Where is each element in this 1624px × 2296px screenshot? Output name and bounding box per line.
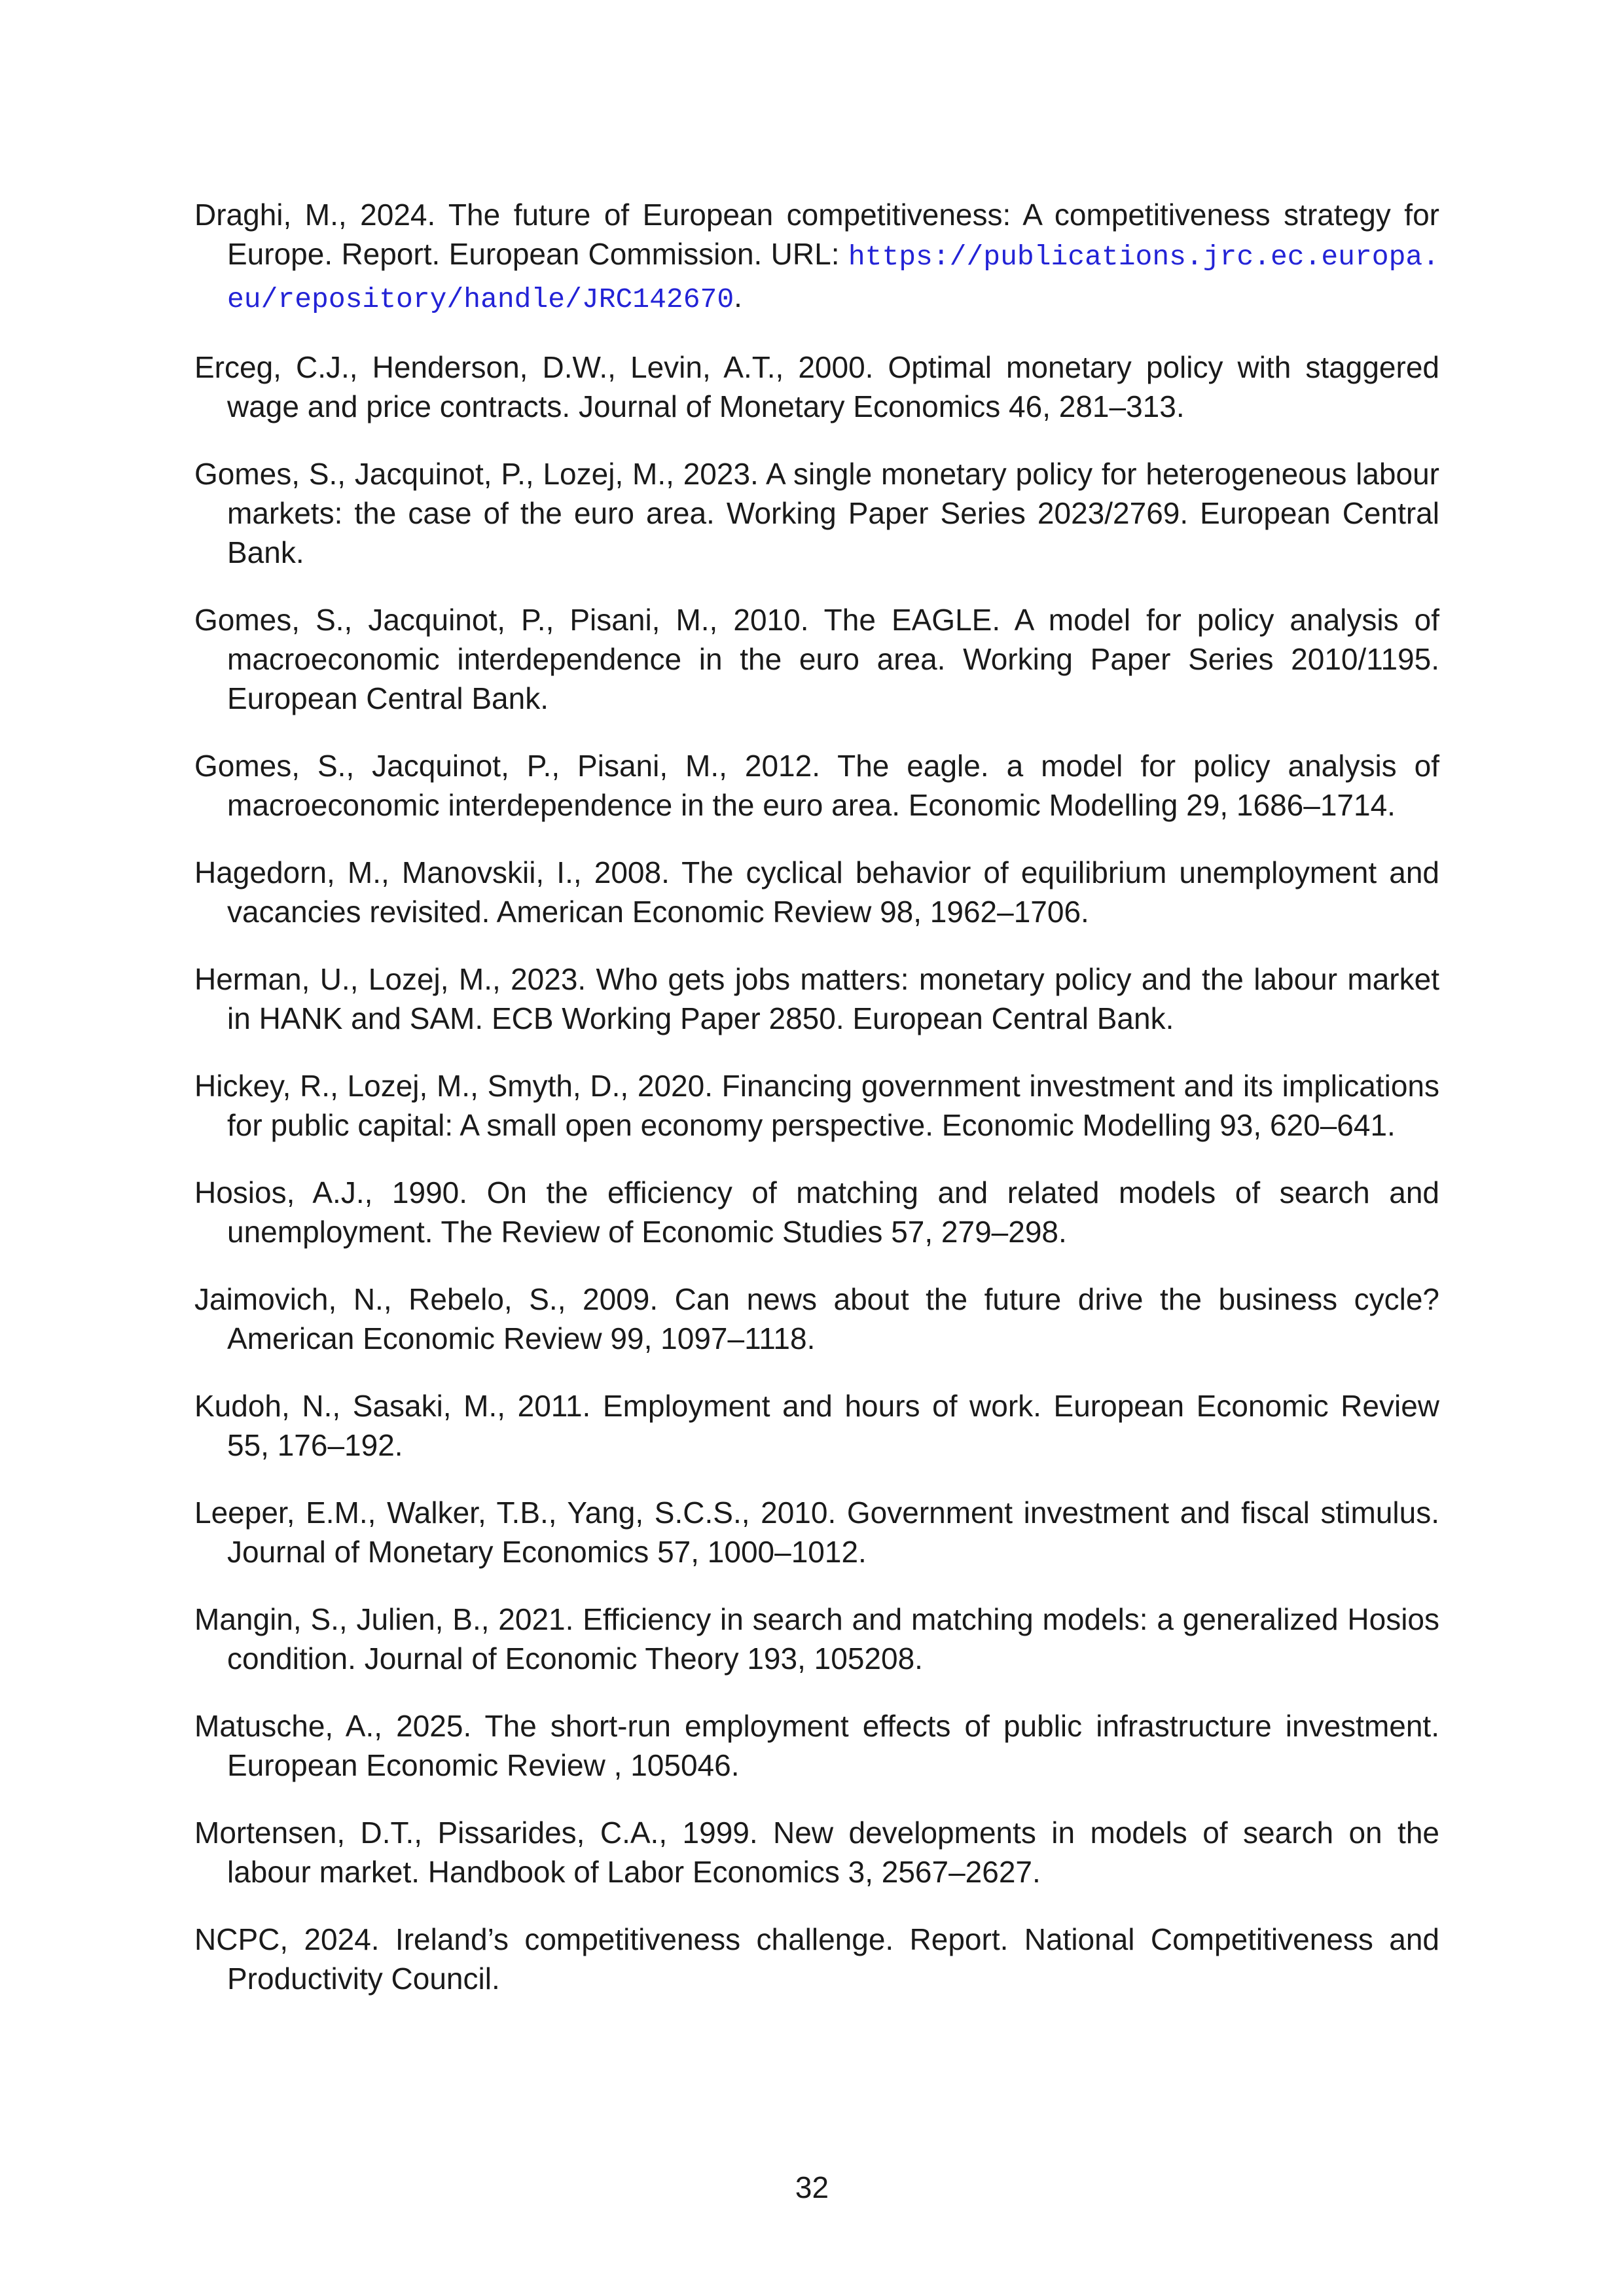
reference-entry: Matusche, A., 2025. The short-run employment effects of public infrastructure investment. European Economic Review , 105046.: [194, 1709, 1439, 1782]
reference-entry: Gomes, S., Jacquinot, P., Pisani, M., 2010. The EAGLE. A model for policy analysis of macroeconomic interdependence in the euro area. Working Paper Series 2010/1195. European Central Bank.: [194, 603, 1439, 715]
reference-entry: NCPC, 2024. Ireland’s competitiveness challenge. Report. National Competitiveness and Productivity Council.: [194, 1922, 1439, 1996]
reference-list: [194, 195, 1439, 2026]
reference-entry: Kudoh, N., Sasaki, M., 2011. Employment and hours of work. European Economic Review 55, 176–192.: [194, 1389, 1439, 1462]
reference-entry: [194, 195, 1439, 319]
reference-text-end: .: [734, 279, 742, 314]
reference-entry: Hickey, R., Lozej, M., Smyth, D., 2020. Financing government investment and its implications for public capital: A small open economy perspective. Economic Modelling 93, 620–641.: [194, 1069, 1439, 1142]
reference-entry: Jaimovich, N., Rebelo, S., 2009. Can news about the future drive the business cycle? American Economic Review 99, 1097–1118.: [194, 1282, 1439, 1355]
reference-entry: Hosios, A.J., 1990. On the efficiency of matching and related models of search and unemployment. The Review of Economic Studies 57, 279–298.: [194, 1175, 1439, 1249]
page-number: 32: [795, 2170, 829, 2204]
reference-entry: Erceg, C.J., Henderson, D.W., Levin, A.T., 2000. Optimal monetary policy with staggered wage and price contracts. Journal of Monetary Economics 46, 281–313.: [194, 350, 1439, 423]
reference-entry: Leeper, E.M., Walker, T.B., Yang, S.C.S., 2010. Government investment and fiscal stimulus. Journal of Monetary Economics 57, 1000–1012.: [194, 1496, 1439, 1569]
reference-entry: Hagedorn, M., Manovskii, I., 2008. The cyclical behavior of equilibrium unemployment and vacancies revisited. American Economic Review 98, 1962–1706.: [194, 855, 1439, 929]
reference-entry: Gomes, S., Jacquinot, P., Pisani, M., 2012. The eagle. a model for policy analysis of macroeconomic interdependence in the euro area. Economic Modelling 29, 1686–1714.: [194, 749, 1439, 822]
reference-text: Draghi, M., 2024. The future of European competitiveness: A competitiveness strategy for Europe. Report. European Commission. URL:: [194, 198, 1439, 271]
reference-entry: Mangin, S., Julien, B., 2021. Efficiency in search and matching models: a generalized Hosios condition. Journal of Economic Theory 193, 105208.: [194, 1602, 1439, 1676]
reference-url-link[interactable]: https://publications.jrc.ec.europa.eu/repository/handle/JRC142670: [227, 241, 1439, 315]
reference-entry: Gomes, S., Jacquinot, P., Lozej, M., 2023. A single monetary policy for heterogeneous labour markets: the case of the euro area. Working Paper Series 2023/2769. European Central Bank.: [194, 457, 1439, 569]
reference-entry: Mortensen, D.T., Pissarides, C.A., 1999. New developments in models of search on the labour market. Handbook of Labor Economics 3, 2567–2627.: [194, 1816, 1439, 1889]
reference-entry: Herman, U., Lozej, M., 2023. Who gets jobs matters: monetary policy and the labour market in HANK and SAM. ECB Working Paper 2850. European Central Bank.: [194, 962, 1439, 1035]
